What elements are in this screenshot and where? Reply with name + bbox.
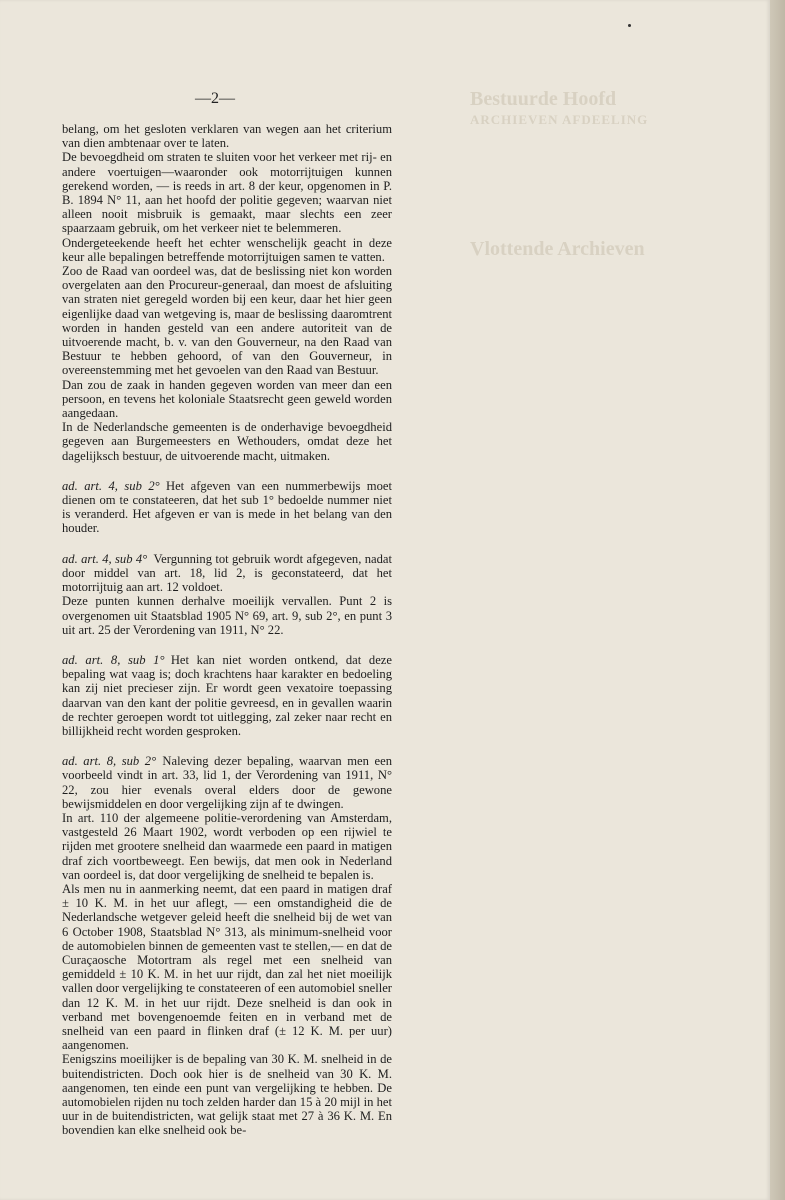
bleed-through-subheading: ARCHIEVEN AFDEELING [470,112,649,127]
paragraph-text: Naleving dezer bepaling, waarvan men een voorbeeld vindt in art. 33, lid 1, der Verordening van 1911, N° 22, zou hier evenals overal elders door de gewone bewijsmiddelen en door vergelijking zijn af te dwingen. [62,754,392,811]
body-text [62,122,392,1138]
article-reference: ad. art. 8, sub 2° [62,754,157,769]
annotated-paragraph [62,552,392,595]
annotated-paragraph [62,754,392,811]
paragraph-text: Zoo de Raad van oordeel was, dat de beslissing niet kon worden overgelaten aan den Procureur-generaal, dan moest de afsluiting van straten niet geregeld worden bij een keur, daar het hier geen eigenlijke daad van wetgeving is, maar de beslissing daaromtrent worden in handen gesteld van een andere autoriteit van de uitvoerende macht, b. v. van den Gouverneur, na den Raad van Bestuur te hebben gehoord, of van den Gouverneur, in overeenstemming met het gevoelen van den Raad van Bestuur. [62,264,392,378]
paragraph [62,882,392,1052]
paragraph-text: In de Nederlandsche gemeenten is de onderhavige bevoegdheid gegeven aan Burgemeesters en Wethouders, omdat deze het dagelijksch bestuur, de uitvoerende macht, uitmaken. [62,420,392,463]
paragraph [62,150,392,235]
paragraph-text: Als men nu in aanmerking neemt, dat een paard in matigen draf ± 10 K. M. in het uur aflegt, — een omstandigheid die de Nederlandsche wetgever geleid heeft die snelheid bij de wet van 6 October 1908, Staatsblad N° 313, als minimum-snelheid voor de automobielen binnen de gemeenten vast te stellen,— en dat de Curaçaosche Motortram als regel met een snelheid van gemiddeld ± 10 K. M. in het uur rijdt, dan zal het niet moeilijk vallen door vergelijking te constateeren of een automobiel sneller dan 12 K. M. in het uur rijdt. Deze snelheid is dan ook in verband met bovengenoemde feiten en in verband met de snelheid van een paard in flinken draf (± 12 K. M. per uur) aangenomen. [62,881,392,1053]
page-edge [770,0,785,1200]
paragraph [62,122,392,150]
paragraph-text: Deze punten kunnen derhalve moeilijk vervallen. Punt 2 is overgenomen uit Staatsblad 1905 N° 69, art. 9, sub 2°, en punt 3 uit art. 25 der Verordening van 1911, N° 22. [62,594,392,637]
paragraph-text: belang, om het gesloten verklaren van wegen aan het criterium van dien ambtenaar over te laten. [62,122,392,151]
bleed-through-heading: Bestuurde Hoofd [470,88,617,110]
page-number: —2— [195,90,235,107]
paragraph-text: In art. 110 der algemeene politie-verordening van Amsterdam, vastgesteld 26 Maart 1902, wordt verboden op een rijwiel te rijden met grootere snelheid dan waarmede een paard in matigen draf zich voortbeweegt. Een bewijs, dat men ook in Nederland van oordeel is, dat door vergelijking de snelheid te bepalen is. [62,810,392,882]
paragraph-text: Het kan niet worden ontkend, dat deze bepaling wat vaag is; doch krachtens haar karakter en bedoeling kan zij niet precieser zijn. Er wordt geen vexatoire toepassing daarvan van den kant der politie gevreesd, en in gevallen waarin de rechter geroepen wordt tot uitlegging, zal zeker naar recht en billijkheid recht worden gesproken. [62,652,392,738]
paragraph [62,420,392,463]
article-reference: ad. art. 4, sub 4° [62,551,148,566]
paragraph [62,264,392,378]
paragraph [62,1052,392,1137]
bleed-through-title: Vlottende Archieven [470,238,645,260]
ink-speck [628,24,631,27]
paragraph-text: Dan zou de zaak in handen gegeven worden van meer dan een persoon, en tevens het koloniale Staatsrecht geen geweld worden aangedaan. [62,377,392,421]
paragraph [62,594,392,637]
paragraph-text: Vergunning tot gebruik wordt afgegeven, nadat door middel van art. 18, lid 2, is geconstateerd, dat het motorrijtuig aan art. 12 voldoet. [62,551,392,595]
paragraph [62,236,392,264]
paragraph-text: Het afgeven van een nummerbewijs moet dienen om te constateeren, dat het sub 1° bedoelde nummer niet is veranderd. Het afgeven er van is mede in het belang van den houder. [62,478,392,536]
paragraph [62,811,392,882]
article-reference: ad. art. 8, sub 1° [62,652,165,667]
paragraph [62,378,392,421]
annotated-paragraph [62,653,392,738]
paragraph-text: Eenigszins moeilijker is de bepaling van 30 K. M. snelheid in de buitendistricten. Doch ook hier is de snelheid van 30 K. M. aangenomen, ten einde een punt van vergelijking te hebben. De automobielen rijden nu toch zelden harder dan 15 à 20 mijl in het uur in de buitendistricten, wat gelijk staat met 27 à 36 K. M. En bovendien kan elke snelheid ook be- [62,1052,392,1138]
article-reference: ad. art. 4, sub 2° [62,478,160,493]
paragraph-text: De bevoegdheid om straten te sluiten voor het verkeer met rij- en andere voertuigen—waaronder ook motorrijtuigen kunnen gerekend worden, — is reeds in art. 8 der keur, opgenomen in P. B. 1894 N° 11, aan het hoofd der politie gegeven; waarvan niet alleen nooit misbruik is gemaakt, maar slechts een zeer spaarzaam gebruik, om het verkeer niet te belemmeren. [62,150,392,236]
annotated-paragraph [62,479,392,536]
paragraph-text: Ondergeteekende heeft het echter wenschelijk geacht in deze keur alle bepalingen betreffende motorrijtuigen samen te vatten. [62,235,392,264]
